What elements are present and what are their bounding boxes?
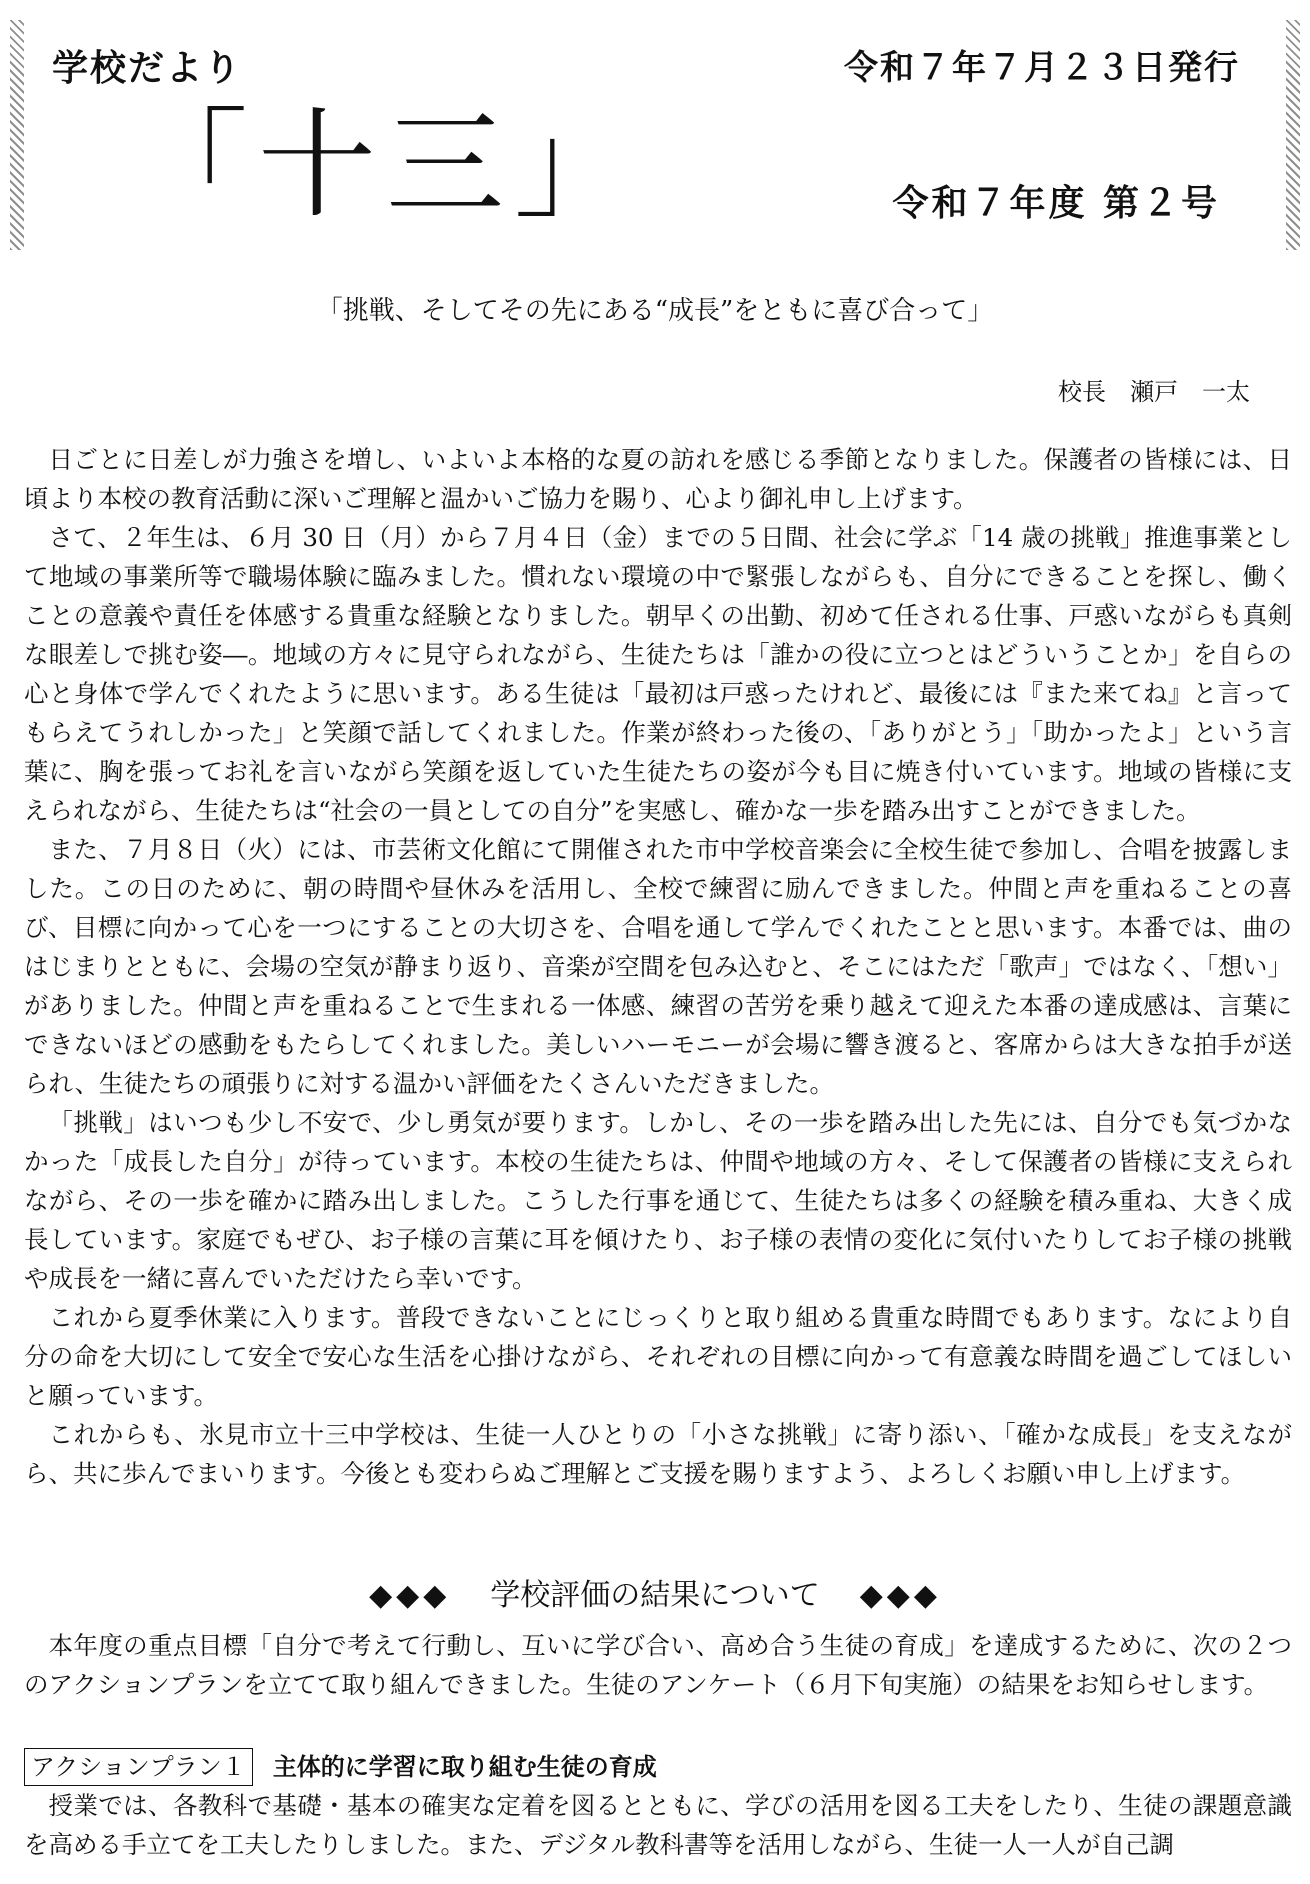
action-plan-heading (24, 1748, 657, 1786)
paragraph: これから夏季休業に入ります。普段できないことにじっくりと取り組める貴重な時間でもあります。なにより自分の命を大切にして安全で安心な生活を心掛けながら、それぞれの目標に向かって有意義な時間を過ごしてほしいと願っています。 (24, 1303, 1292, 1410)
article-body (24, 440, 1292, 1493)
paragraph: また、７月８日（火）には、市芸術文化館にて開催された市中学校音楽会に全校生徒で参加し、合唱を披露しました。この日のために、朝の時間や昼休みを活用し、全校で練習に励んできました。仲間と声を重ねることの喜び、目標に向かって心を一つにすることの大切さを、合唱を通して学んでくれたことと思います。本番では、曲のはじまりとともに、会場の空気が静まり返り、音楽が空間を包み込むと、そこにはただ「歌声」ではなく、「想い」がありました。仲間と声を重ねることで生まれる一体感、練習の苦労を乗り越えて迎えた本番の達成感は、言葉にできないほどの感動をもたらしてくれました。美しいハーモニーが会場に響き渡ると、客席からは大きな拍手が送られ、生徒たちの頑張りに対する温かい評価をたくさんいただきました。 (24, 835, 1292, 1098)
action-plan-text (24, 1786, 1292, 1864)
masthead-border-left (10, 20, 24, 250)
paragraph: 「挑戦」はいつも少し不安で、少し勇気が要ります。しかし、その一歩を踏み出した先には、自分でも気づかなかった「成長した自分」が待っています。本校の生徒たちは、仲間や地域の方々、そして保護者の皆様に支えられながら、その一歩を確かに踏み出しました。こうした行事を通じて、生徒たちは多くの経験を積み重ね、大きく成長しています。家庭でもぜひ、お子様の言葉に耳を傾けたり、お子様の表情の変化に気付いたりしてお子様の挑戦や成長を一緒に喜んでいただけたら幸いです。 (24, 1108, 1292, 1293)
newsletter-title: 「十三」 (130, 96, 643, 234)
section-title: 学校評価の結果について (490, 1578, 820, 1613)
masthead (10, 20, 1300, 250)
paragraph: さて、２年生は、６月 30 日（月）から７月４日（金）までの５日間、社会に学ぶ「14 歳の挑戦」推進事業として地域の事業所等で職場体験に臨みました。慣れない環境の中で緊張しながらも、自分にできることを探し、働くことの意義や責任を体感する貴重な経験となりました。朝早くの出勤、初めて任される仕事、戸惑いながらも真剣な眼差しで挑む姿―。地域の方々に見守られながら、生徒たちは「誰かの役に立つとはどういうことか」を自らの心と身体で学んでくれたように思います。ある生徒は「最初は戸惑ったけれど、最後には『また来てね』と言ってもらえてうれしかった」と笑顔で話してくれました。作業が終わった後の、「ありがとう」「助かったよ」という言葉に、胸を張ってお礼を言いながら笑顔を返していた生徒たちの姿が今も目に焼き付いています。地域の皆様に支えられながら、生徒たちは“社会の一員としての自分”を実感し、確かな一歩を踏み出すことができました。 (24, 523, 1292, 825)
paragraph: これからも、氷見市立十三中学校は、生徒一人ひとりの「小さな挑戦」に寄り添い、「確かな成長」を支えながら、共に歩んでまいります。今後とも変わらぬご理解とご支援を賜りますよう、よろしくお願い申し上げます。 (24, 1420, 1292, 1488)
issue-date: 令和７年７月２３日発行 (844, 48, 1240, 88)
paragraph: 日ごとに日差しが力強さを増し、いよいよ本格的な夏の訪れを感じる季節となりました。保護者の皆様には、日頃より本校の教育活動に深いご理解と温かいご協力を賜り、心より御礼申し上げます。 (24, 445, 1292, 513)
diamond-marks-right: ◆◆◆ (859, 1578, 941, 1613)
paragraph: 本年度の重点目標「自分で考えて行動し、互いに学び合い、高め合う生徒の育成」を達成するために、次の２つのアクションプランを立てて取り組んできました。生徒のアンケート（６月下旬実施）の結果をお知らせします。 (24, 1631, 1292, 1699)
article-author: 校長 瀬戸 一太 (1058, 378, 1250, 406)
paragraph: 授業では、各教科で基礎・基本の確実な定着を図るとともに、学びの活用を図る工夫をしたり、生徒の課題意識を高める手立てを工夫したりしました。また、デジタル教科書等を活用しながら、生徒一人一人が自己調 (24, 1791, 1292, 1859)
masthead-border-right (1286, 20, 1300, 250)
action-plan-label: アクションプラン１ (24, 1748, 253, 1786)
section-heading (0, 1570, 1310, 1614)
newsletter-label: 学校だより (52, 48, 243, 89)
article-headline: 「挑戦、そしてその先にある“成長”をともに喜び合って」 (316, 296, 994, 326)
section-intro (24, 1626, 1292, 1704)
issue-number: 令和７年度 第２号 (892, 182, 1220, 224)
action-plan-goal: 主体的に学習に取り組む生徒の育成 (272, 1753, 657, 1781)
diamond-marks-left: ◆◆◆ (369, 1578, 451, 1613)
